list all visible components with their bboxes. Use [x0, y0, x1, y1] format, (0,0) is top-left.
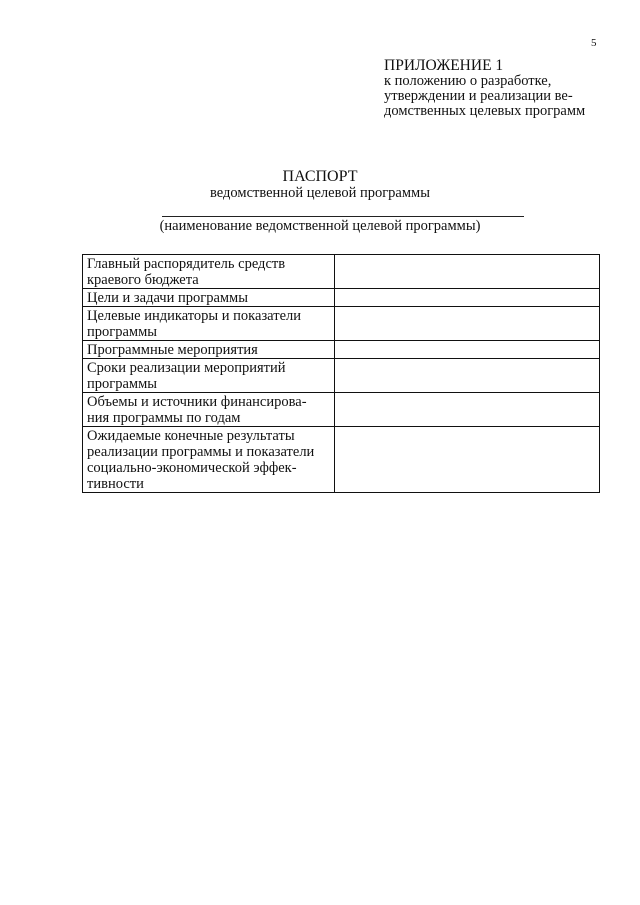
row-label-line: Целевые индикаторы и показатели — [87, 308, 301, 324]
row-label-line: тивности — [87, 476, 144, 492]
appendix-title: ПРИЛОЖЕНИЕ 1 — [384, 57, 504, 74]
appendix-block — [384, 58, 624, 119]
passport-title: ПАСПОРТ — [282, 168, 358, 185]
passport-table — [82, 254, 600, 493]
row-label — [83, 341, 335, 359]
row-label — [83, 393, 335, 427]
page-number: 5 — [591, 37, 597, 49]
row-label-line: Сроки реализации мероприятий — [87, 360, 286, 376]
row-label-line: краевого бюджета — [87, 272, 199, 288]
row-label-line: программы — [87, 324, 157, 340]
appendix-line: к положению о разработке, — [384, 73, 552, 89]
row-label — [83, 307, 335, 341]
row-value — [334, 289, 599, 307]
row-label-line: Главный распорядитель средств — [87, 256, 286, 272]
row-value — [334, 359, 599, 393]
row-label-line: ния программы по годам — [87, 410, 241, 426]
program-name-line — [162, 216, 524, 217]
table-row — [83, 307, 600, 341]
row-label-line: реализации программы и показатели — [87, 444, 315, 460]
row-label-line: программы — [87, 376, 157, 392]
appendix-line: домственных целевых программ — [384, 103, 586, 119]
row-label — [83, 255, 335, 289]
row-label-line: Программные мероприятия — [87, 342, 258, 358]
table-row — [83, 359, 600, 393]
row-label-line: Объемы и источники финансирова- — [87, 394, 307, 410]
table-row — [83, 255, 600, 289]
table-row — [83, 393, 600, 427]
row-value — [334, 393, 599, 427]
row-label-line: Ожидаемые конечные результаты — [87, 428, 295, 444]
row-label — [83, 427, 335, 493]
table-row — [83, 341, 600, 359]
appendix-line: утверждении и реализации ве- — [384, 88, 573, 104]
program-name-caption: (наименование ведомственной целевой программы) — [159, 218, 481, 234]
row-value — [334, 255, 599, 289]
passport-subtitle: ведомственной целевой программы — [210, 185, 430, 201]
row-label — [83, 289, 335, 307]
table-row — [83, 427, 600, 493]
row-label-line: социально-экономической эффек- — [87, 460, 297, 476]
row-value — [334, 341, 599, 359]
row-label — [83, 359, 335, 393]
row-value — [334, 427, 599, 493]
row-value — [334, 307, 599, 341]
row-label-line: Цели и задачи программы — [87, 290, 248, 306]
table-row — [83, 289, 600, 307]
